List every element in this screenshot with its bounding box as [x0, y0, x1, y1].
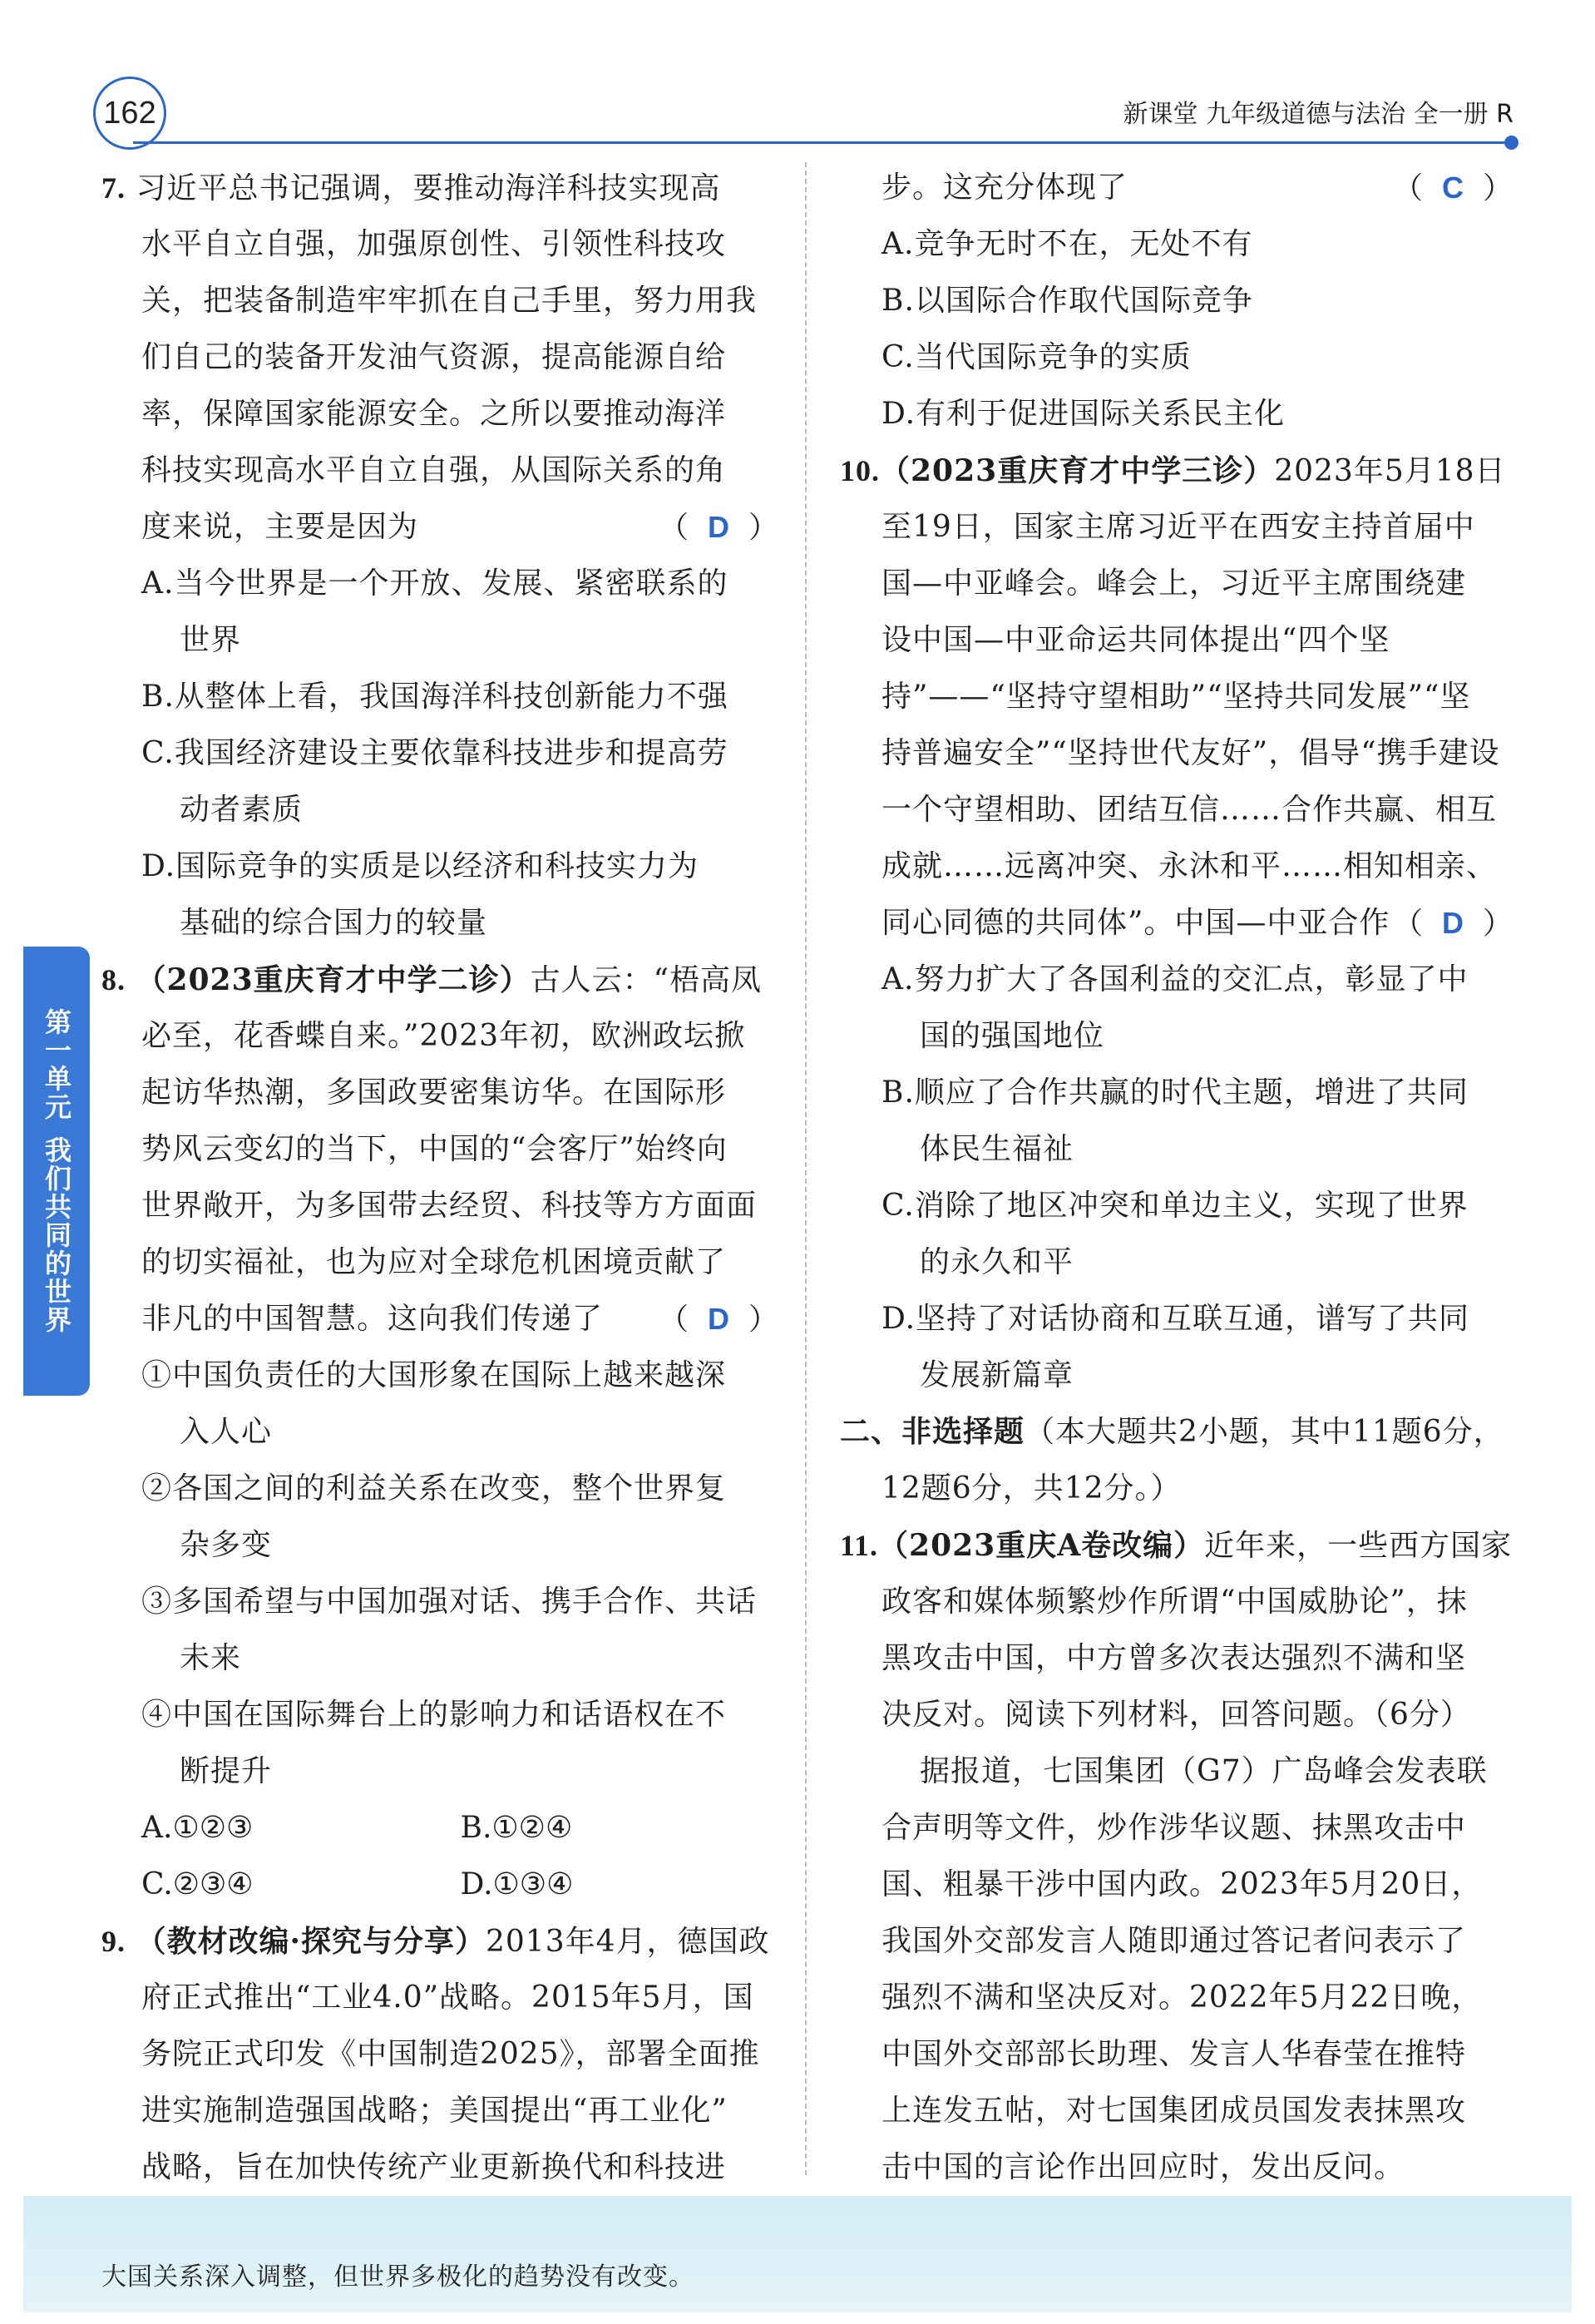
question-9-line: 战略，旨在加快传统产业更新换代和科技进 [141, 2150, 727, 2184]
statement-2-cont: 杂多变 [180, 1528, 273, 1562]
question-7-line [101, 160, 779, 216]
question-10-line [840, 895, 1514, 952]
question-9-line: 进实施制造强国战略；美国提出“再工业化” [141, 2094, 728, 2128]
question-source: （2023重庆A卷改编） [878, 1528, 1205, 1563]
unit-title: 我们共同的世界 [41, 1136, 72, 1334]
question-7-line: 们自己的装备开发油气资源，提高能源自给 [141, 340, 727, 374]
choice-a: A.①②③ [141, 1811, 254, 1845]
question-7-line: 率，保障国家能源安全。之所以要推动海洋 [141, 397, 727, 431]
option-b: B.以国际合作取代国际竞争 [881, 284, 1253, 318]
question-text: 度来说，主要是因为 [141, 510, 419, 544]
statement-3-cont: 未来 [180, 1641, 242, 1675]
option-d: D.有利于促进国际关系民主化 [881, 397, 1286, 431]
question-10-line [840, 443, 1514, 499]
choice-d: D.①③④ [460, 1867, 574, 1901]
option-c-cont: 的永久和平 [920, 1245, 1074, 1279]
section-title: 二、非选择题 [840, 1415, 1025, 1449]
option-b-cont: 体民生福祉 [920, 1132, 1074, 1166]
footer-band [23, 2196, 1572, 2312]
statement-2: ②各国之间的利益关系在改变，整个世界复 [141, 1471, 727, 1506]
material-line: 合声明等文件，炒作涉华议题、抹黑攻击中 [881, 1811, 1467, 1845]
option-c: C.我国经济建设主要依靠科技进步和提高劳 [141, 736, 728, 770]
question-text: 古人云：“梧高凤 [530, 963, 763, 997]
option-d-cont: 发展新篇章 [920, 1358, 1074, 1392]
material-line: 国、粗暴干涉中国内政。2023年5月20日， [881, 1867, 1483, 1901]
question-text: 2013年4月，德国政 [486, 1925, 770, 1959]
question-8-line: 的切实福祉，也为应对全球危机困境贡献了 [141, 1245, 727, 1279]
option-d: D.坚持了对话协商和互联互通，谱写了共同 [881, 1302, 1470, 1336]
option-b: B.从整体上看，我国海洋科技创新能力不强 [141, 680, 728, 714]
material-line: 强烈不满和坚决反对。2022年5月22日晚， [881, 1980, 1483, 2015]
option-a: A.当今世界是一个开放、发展、紧密联系的 [141, 566, 728, 601]
page-number: 162 [93, 77, 166, 150]
option-d-cont: 基础的综合国力的较量 [180, 906, 488, 940]
unit-side-tab [23, 947, 90, 1396]
question-9-line: 务院正式印发《中国制造2025》，部署全面推 [141, 2037, 760, 2071]
question-9-line [101, 1913, 779, 1970]
question-7-line: 科技实现高水平自立自强，从国际关系的角 [141, 453, 727, 487]
option-a-cont: 世界 [180, 623, 242, 657]
statement-4-cont: 断提升 [180, 1754, 273, 1788]
question-8-line: 必至，花香蝶自来。”2023年初，欧洲政坛掀 [141, 1019, 746, 1053]
footer-tip: 大国关系深入调整，但世界多极化的趋势没有改变。 [101, 2262, 694, 2292]
option-c: C.当代国际竞争的实质 [881, 340, 1192, 374]
option-c-cont: 动者素质 [180, 793, 304, 827]
question-11-line: 决反对。阅读下列材料，回答问题。（6分） [881, 1698, 1471, 1732]
choice-row [101, 1800, 779, 1857]
question-10-line: 持普遍安全”“坚持世代友好”，倡导“携手建设 [881, 736, 1500, 770]
section-desc: （本大题共2小题，其中11题6分， [1025, 1415, 1504, 1449]
question-8-line [101, 952, 779, 1008]
question-number: 11. [840, 1529, 879, 1562]
question-7-line: 水平自立自强，加强原创性、引领性科技攻 [141, 227, 727, 261]
question-8-line: 势风云变幻的当下，中国的“会客厅”始终向 [141, 1132, 728, 1166]
question-text: 非凡的中国智慧。这向我们传递了 [141, 1302, 604, 1336]
right-column [840, 160, 1514, 2196]
answer-parens: （ D ） [658, 510, 779, 545]
question-9-continued [840, 160, 1514, 216]
answer-parens: （ D ） [658, 1302, 779, 1337]
question-number: 10. [840, 454, 880, 487]
question-8-line: 起访华热潮，多国政要密集访华。在国际形 [141, 1075, 727, 1110]
statement-3: ③多国希望与中国加强对话、携手合作、共话 [141, 1585, 758, 1619]
question-10-line: 持”——“坚持守望相助”“坚持共同发展”“坚 [881, 680, 1471, 714]
question-10-line: 一个守望相助、团结互信……合作共赢、相互 [881, 793, 1498, 827]
header-dot-icon [1504, 136, 1518, 150]
material-line: 击中国的言论作出回应时，发出反问。 [881, 2150, 1405, 2184]
choice-row [101, 1857, 779, 1913]
choice-c: C.②③④ [141, 1867, 254, 1901]
question-8-line [101, 1291, 779, 1347]
section-desc-cont: 12题6分，共12分。） [881, 1471, 1182, 1506]
left-column [101, 160, 779, 2196]
question-7-line: 关，把装备制造牢牢抓在自己手里，努力用我 [141, 284, 758, 318]
option-a-cont: 国的强国地位 [920, 1019, 1105, 1053]
header-rule [133, 141, 1512, 144]
question-10-line: 设中国—中亚命运共同体提出“四个坚 [881, 623, 1390, 657]
answer-q7: D [707, 510, 730, 544]
option-b: B.顺应了合作共赢的时代主题，增进了共同 [881, 1075, 1469, 1110]
answer-parens: （ C ） [1392, 171, 1514, 205]
question-7-line [101, 499, 779, 556]
book-title: 新课堂 九年级道德与法治 全一册 R [1123, 100, 1514, 129]
option-a: A.努力扩大了各国利益的交汇点，彰显了中 [881, 962, 1469, 996]
question-10-line: 至19日，国家主席习近平在西安主持首届中 [881, 510, 1475, 544]
question-11-line [840, 1517, 1514, 1574]
question-text: 同心同德的共同体”。中国—中亚合作 [881, 906, 1390, 940]
unit-label: 第一单元 [41, 1008, 72, 1121]
question-text: 习近平总书记强调，要推动海洋科技实现高 [136, 171, 721, 205]
question-number: 9. [101, 1925, 126, 1958]
question-10-line: 国—中亚峰会。峰会上，习近平主席围绕建 [881, 566, 1467, 601]
material-line: 我国外交部发言人随即通过答记者问表示了 [881, 1924, 1467, 1958]
material-line: 中国外交部部长助理、发言人华春莹在推特 [881, 2037, 1467, 2071]
option-a: A.竞争无时不在，无处不有 [881, 227, 1253, 261]
statement-4: ④中国在国际舞台上的影响力和话语权在不 [141, 1698, 727, 1732]
question-text: 2023年5月18日 [1274, 454, 1506, 488]
column-divider [805, 162, 807, 2175]
question-number: 7. [101, 171, 126, 205]
question-source: （2023重庆育才中学二诊） [136, 962, 531, 997]
choice-b: B.①②④ [460, 1811, 573, 1845]
answer-q9: C [1441, 171, 1464, 205]
question-9-line: 府正式推出“工业4.0”战略。2015年5月，国 [141, 1980, 754, 2015]
question-11-line: 黑攻击中国，中方曾多次表达强烈不满和坚 [881, 1641, 1467, 1675]
question-source: （教材改编·探究与分享） [136, 1924, 486, 1959]
statement-1-cont: 入人心 [180, 1415, 273, 1449]
question-text: 步。这充分体现了 [881, 171, 1128, 205]
option-c: C.消除了地区冲突和单边主义，实现了世界 [881, 1189, 1469, 1223]
question-8-line: 世界敞开，为多国带去经贸、科技等方方面面 [141, 1189, 758, 1223]
answer-parens: （ D ） [1392, 906, 1514, 941]
question-source: （2023重庆育才中学三诊） [880, 453, 1275, 488]
question-10-line: 成就……远离冲突、永沐和平……相知相亲、 [881, 849, 1498, 883]
answer-q8: D [707, 1302, 730, 1336]
answer-q10: D [1441, 906, 1464, 940]
option-d: D.国际竞争的实质是以经济和科技实力为 [141, 849, 699, 883]
question-number: 8. [101, 963, 126, 996]
question-text: 近年来，一些西方国家 [1204, 1529, 1513, 1563]
question-11-line: 政客和媒体频繁炒作所谓“中国威胁论”，抹 [881, 1585, 1468, 1619]
section-heading [840, 1404, 1514, 1461]
material-line: 据报道，七国集团（G7）广岛峰会发表联 [920, 1754, 1488, 1788]
material-line: 上连发五帖，对七国集团成员国发表抹黑攻 [881, 2094, 1467, 2128]
statement-1: ①中国负责任的大国形象在国际上越来越深 [141, 1358, 727, 1392]
